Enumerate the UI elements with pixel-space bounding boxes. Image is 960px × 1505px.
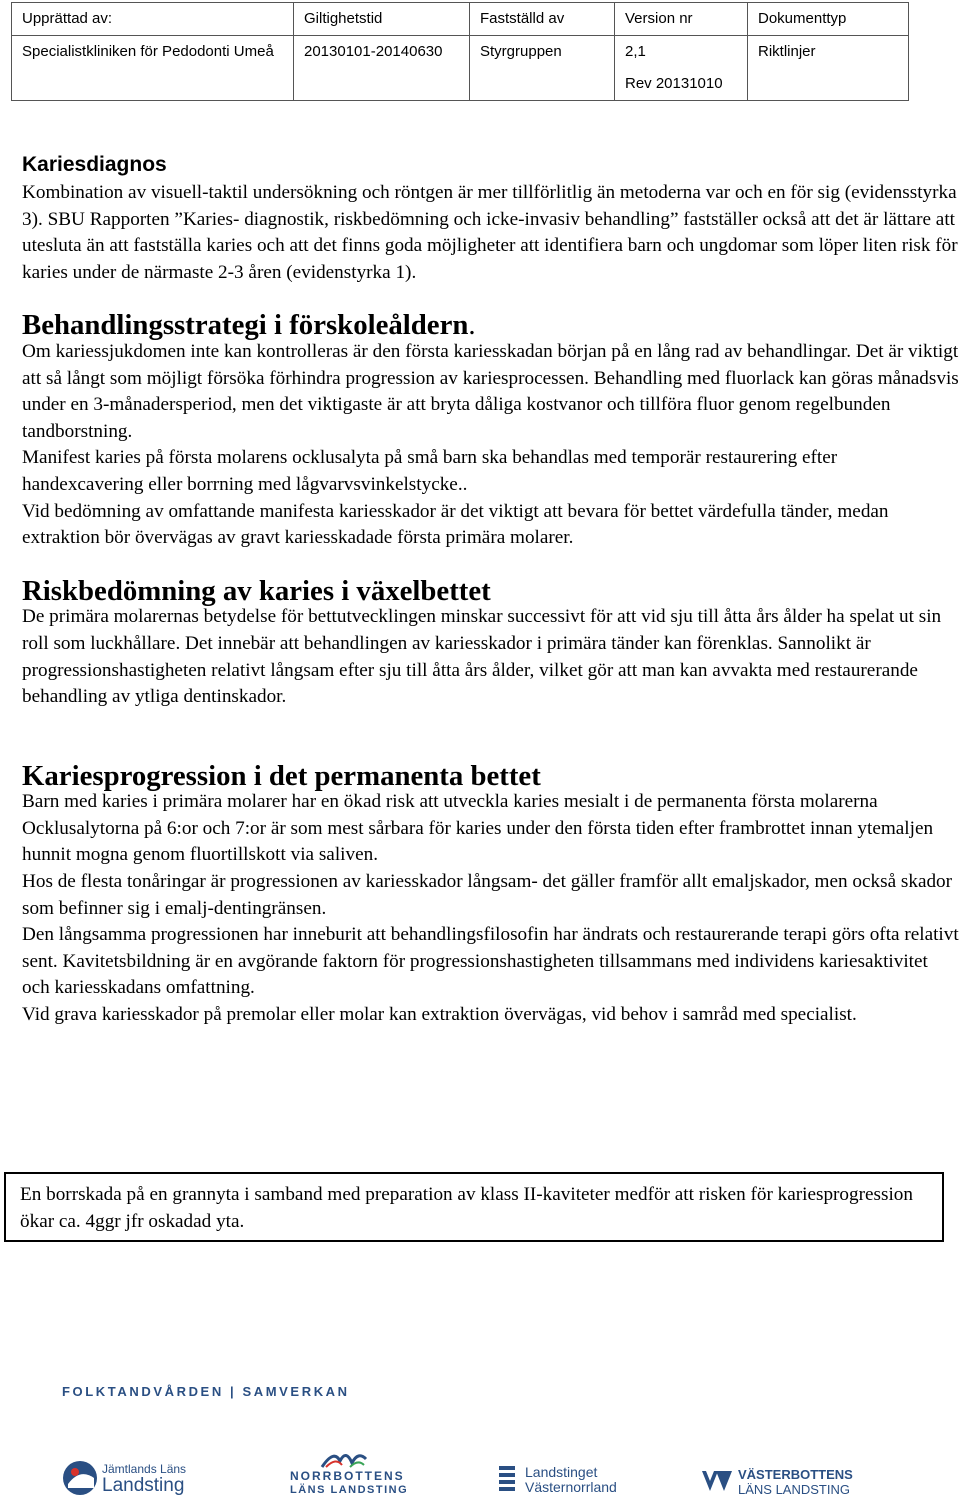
header-label-validity: Giltighetstid	[294, 3, 470, 36]
section-body-risk: De primära molarernas betydelse för bettutvecklingen minskar successivt för att vid sju till åtta års ålder ha spelat ut sin roll som luckhållare. Det innebär att behandlingen av kariesskador i primära tänder kan förenklas. Sannolikt är progressionshastigheten relativt långsam efter sju till åtta års ålder, vilket gör att man kan avvakta med restaurerande behandling av ytliga dentinskador.	[22, 606, 942, 708]
section-paragraph: Hos de flesta tonåringar är progressionen av kariesskador långsam- det gäller framför allt emaljskador, men också skador som befinner sig i emalj-dentingränsen.	[22, 871, 953, 919]
highlight-box-text: En borrskada på en grannyta i samband med preparation av klass II-kaviteter medför att risken för kariesprogression ökar ca. 4ggr jfr oskadad yta.	[20, 1184, 913, 1232]
logo-norrbotten-line1: NORRBOTTENS	[290, 1469, 405, 1483]
header-label-doctype: Dokumenttyp	[748, 3, 909, 36]
logo-jamtland	[62, 1458, 202, 1498]
vasterbotten-logo-icon	[700, 1467, 734, 1495]
section-paragraph: Den långsamma progressionen har inneburit att behandlingsfilosofin har ändrats och restaurerande terapi görs ofta relativt sent. Kavitetsbildning är en avgörande faktorn för progressionshastigheten tillsammans med individens kariesaktivitet och kariesskadans omfattning.	[22, 924, 959, 999]
logo-vasternorrland	[497, 1462, 637, 1498]
section-title-progression: Kariesprogression i det permanenta bettet	[22, 759, 541, 792]
header-label-version: Version nr	[615, 3, 748, 36]
logo-vasternorrland-line2: Västernorrland	[525, 1479, 617, 1495]
header-value-prepared-by: Specialistkliniken för Pedodonti Umeå	[12, 36, 294, 101]
jamtland-logo-icon	[62, 1458, 102, 1498]
logo-vasterbotten	[700, 1465, 860, 1499]
footer-band-title: FOLKTANDVÅRDEN | SAMVERKAN	[62, 1384, 350, 1399]
header-value-doctype: Riktlinjer	[748, 36, 909, 101]
document-body	[22, 150, 960, 1029]
logo-vasterbotten-line2: LÄNS LANDSTING	[738, 1482, 850, 1497]
header-value-validity: 20130101-20140630	[294, 36, 470, 101]
header-value-approved-by: Styrgruppen	[470, 36, 615, 101]
section-paragraph: Vid grava kariesskador på premolar eller molar kan extraktion övervägas, vid behov i samråd med specialist.	[22, 1004, 857, 1026]
logo-vasterbotten-line1: VÄSTERBOTTENS	[738, 1467, 853, 1482]
norrbotten-logo-icon	[320, 1447, 368, 1469]
header-label-approved-by: Fastställd av	[470, 3, 615, 36]
logo-vasternorrland-line1: Landstinget	[525, 1464, 598, 1480]
logo-norrbotten	[290, 1447, 420, 1499]
section-title-kariesdiagnos: Kariesdiagnos	[22, 153, 167, 176]
highlight-box	[4, 1172, 944, 1242]
vasternorrland-logo-icon	[497, 1464, 519, 1494]
document-header-table	[11, 2, 909, 101]
header-value-version: 2,1 Rev 20131010	[615, 36, 748, 101]
section-title-risk: Riskbedömning av karies i växelbettet	[22, 574, 491, 607]
header-revision: Rev 20131010	[625, 75, 723, 92]
section-paragraph: Om kariessjukdomen inte kan kontrolleras är den första kariesskadan början på en lång rad av behandlingar. Det är viktigt att så långt som möjligt försöka förhindra progression av kariesprocessen. Behandling med fluorlack kan göras månadsvis under en 3-månadersperiod, men det viktigaste är att bryta dåliga kostvanor och tillföra fluor genom regelbunden tandborstning.	[22, 340, 959, 442]
section-paragraph: Manifest karies på första molarens ocklusalyta på små barn ska behandlas med temporär restaurering efter handexcavering eller borrning med lågvarvsvinkelstycke..	[22, 447, 838, 495]
header-label-prepared-by: Upprättad av:	[12, 3, 294, 36]
logo-jamtland-line1: Jämtlands Läns	[102, 1462, 187, 1476]
logo-norrbotten-line2: LÄNS LANDSTING	[290, 1484, 409, 1496]
section-body-kariesdiagnos: Kombination av visuell-taktil undersökning och röntgen är mer tillförlitlig än metoderna var och en för sig (evidensstyrka 3). SBU Rapporten ”Karies- diagnostik, riskbedömning och icke-invasiv behandling” fastställer också att det är lättare att utesluta än att fastställa karies och att det finns goda möjligheter att identifiera barn och ungdomar som löper liten risk för karies under de närmaste 2-3 åren (evidenstyrka 1).	[22, 182, 958, 283]
section-paragraph: Ocklusalytorna på 6:or och 7:or är som mest sårbara för karies under den första tiden efter frambrottet innan ytemaljen hunnit mogna genom fluortillskott via saliven.	[22, 817, 934, 866]
section-title-strategi: Behandlingsstrategi i förskoleåldern.	[22, 309, 476, 342]
section-paragraph: Barn med karies i primära molarer har en ökad risk att utveckla karies mesialt i de permanenta första molarerna	[22, 791, 878, 813]
section-paragraph: Vid bedömning av omfattande manifesta kariesskador är det viktigt att bevara för bettet värdefulla tänder, medan extraktion bör övervägas av gravt kariesskadade första primära molarer.	[22, 500, 889, 549]
logo-jamtland-line2: Landsting	[102, 1475, 185, 1496]
